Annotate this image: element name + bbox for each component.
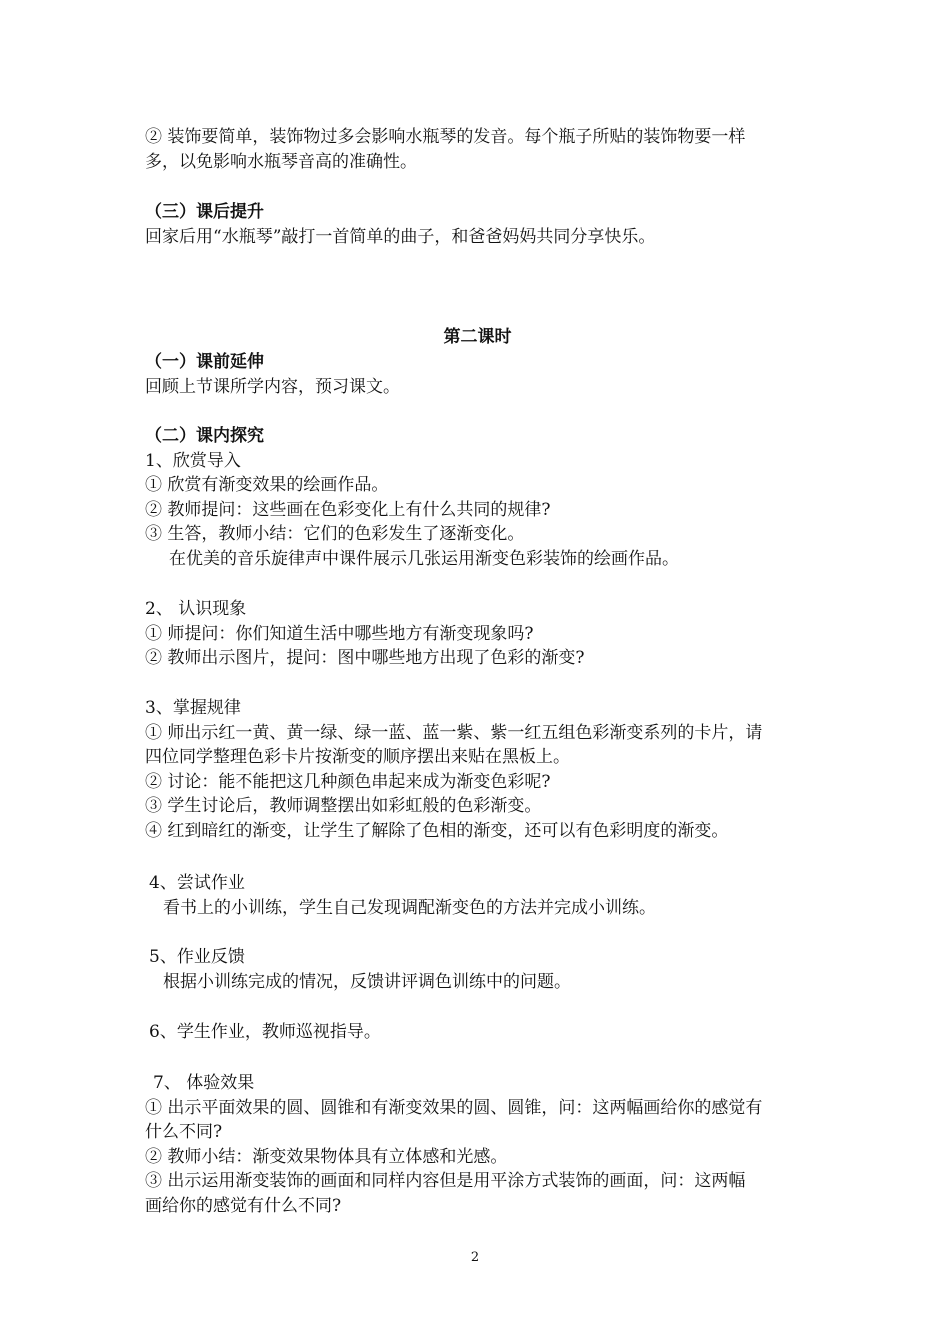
s7-experience (145, 1071, 810, 1218)
lesson-title: 第二课时 (443, 327, 512, 347)
s4-title: 4、尝试作业 (149, 873, 245, 893)
s3-item1-line1: ① 师出示红一黄、黄一绿、绿一蓝、蓝一紫、紫一红五组色彩渐变系列的卡片，请 (145, 722, 763, 743)
s7-item3-line2: 画给你的感觉有什么不同? (145, 1195, 342, 1216)
section-heading-after-class: （三）课后提升 (145, 202, 264, 222)
s1-title: 1、欣赏导入 (145, 450, 241, 471)
s7-item1-line2: 什么不同? (145, 1122, 223, 1142)
section3-after-class (145, 200, 810, 249)
s2-title: 2、 认识现象 (145, 599, 247, 619)
s4-text: 看书上的小训练，学生自己发现调配渐变色的方法并完成小训练。 (163, 897, 656, 918)
part1-heading: （一）课前延伸 (145, 352, 264, 372)
item2-line1: ② 装饰要简单，装饰物过多会影响水瓶琴的发音。每个瓶子所贴的装饰物要一样 (145, 127, 746, 147)
s6-student-work (145, 1020, 810, 1045)
part1-pre-class (145, 350, 810, 399)
part2-in-class (145, 424, 810, 571)
part2-heading: （二）课内探究 (145, 426, 264, 446)
s2-recognize (145, 597, 810, 671)
part1-text: 回顾上节课所学内容，预习课文。 (145, 376, 400, 397)
s5-title: 5、作业反馈 (149, 947, 245, 967)
section3-tail (145, 125, 810, 174)
s1-item4: 在优美的音乐旋律声中课件展示几张运用渐变色彩装饰的绘画作品。 (169, 548, 679, 569)
s3-item3: ③ 学生讨论后，教师调整摆出如彩虹般的色彩渐变。 (145, 796, 542, 816)
s1-item2: ② 教师提问：这些画在色彩变化上有什么共同的规律? (145, 499, 551, 520)
s4-try-homework (145, 871, 810, 920)
s7-item2: ② 教师小结：渐变效果物体具有立体感和光感。 (145, 1146, 508, 1167)
s7-item1-line1: ① 出示平面效果的圆、圆锥和有渐变效果的圆、圆锥，问：这两幅画给你的感觉有 (145, 1097, 763, 1118)
s5-text: 根据小训练完成的情况，反馈讲评调色训练中的问题。 (163, 971, 571, 992)
s3-item2: ② 讨论：能不能把这几种颜色串起来成为渐变色彩呢? (145, 771, 551, 792)
s1-item1: ① 欣赏有渐变效果的绘画作品。 (145, 475, 389, 495)
item2-line2: 多，以免影响水瓶琴音高的准确性。 (145, 151, 417, 172)
s2-item2: ② 教师出示图片，提问：图中哪些地方出现了色彩的渐变? (145, 648, 585, 668)
s5-feedback (145, 945, 810, 994)
s6-title: 6、学生作业，教师巡视指导。 (149, 1022, 381, 1042)
after-class-text: 回家后用“水瓶琴”敲打一首简单的曲子，和爸爸妈妈共同分享快乐。 (145, 226, 656, 247)
s1-item3: ③ 生答，教师小结：它们的色彩发生了逐渐变化。 (145, 524, 525, 544)
s3-item1-line2: 四位同学整理色彩卡片按渐变的顺序摆出来贴在黑板上。 (145, 747, 570, 767)
s7-item3-line1: ③ 出示运用渐变装饰的画面和同样内容但是用平涂方式装饰的画面，问：这两幅 (145, 1171, 746, 1191)
s2-item1: ① 师提问：你们知道生活中哪些地方有渐变现象吗? (145, 623, 534, 644)
s7-title: 7、 体验效果 (153, 1073, 255, 1093)
s3-title: 3、掌握规律 (145, 698, 241, 718)
s3-item4: ④ 红到暗红的渐变，让学生了解除了色相的渐变，还可以有色彩明度的渐变。 (145, 820, 729, 841)
s3-master-rules (145, 696, 810, 843)
page-number: 2 (470, 1250, 480, 1265)
